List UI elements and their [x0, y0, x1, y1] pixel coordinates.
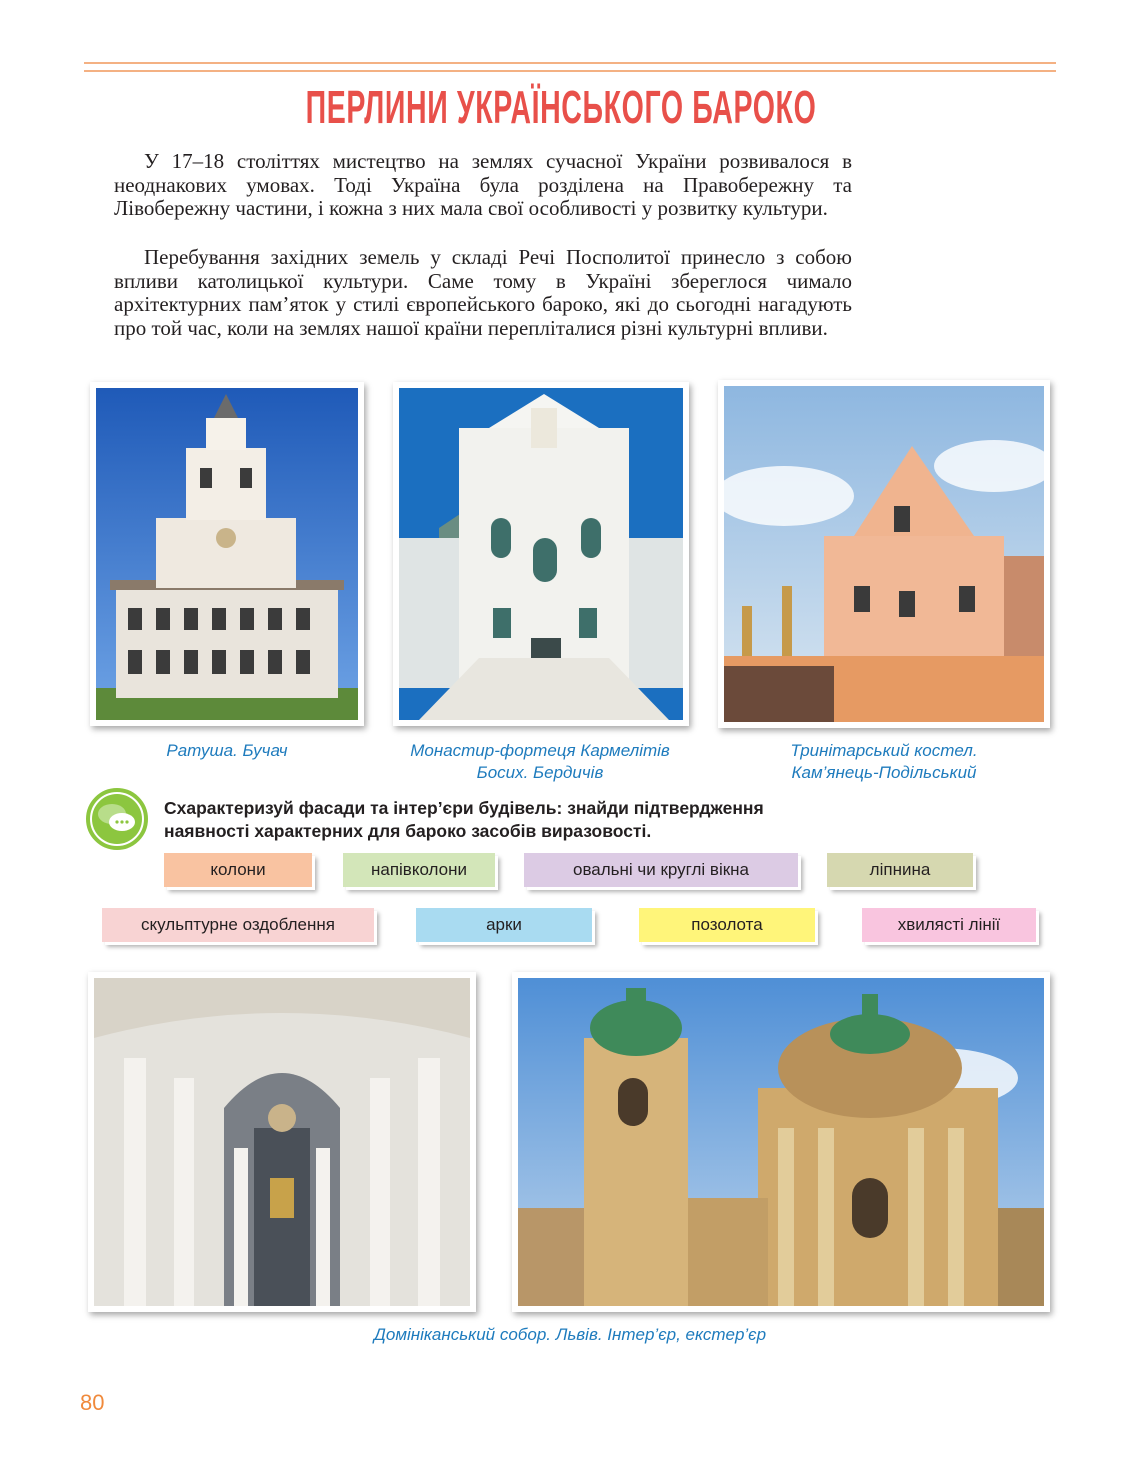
task-text-line1: Схарактеризуй фасади та інтер’єри будівель: знайди підтвердження — [164, 798, 764, 818]
task-text-line2: наявності характерних для бароко засобів виразовості. — [164, 821, 652, 841]
photo-buchach-town-hall — [90, 382, 364, 726]
tag-arches: арки — [416, 908, 592, 942]
header-rule-bottom — [84, 70, 1056, 72]
photo-lviv-cathedral-interior — [88, 972, 476, 1312]
task-text — [164, 797, 864, 843]
tag-sculptural-decoration: скульптурне оздоблення — [102, 908, 374, 942]
intro-paragraph-2: Перебування західних земель у складі Речі Посполитої принесло з собою впливи католицької культури. Саме тому в Україні збереглося чимало архітектурних пам’яток у стилі європейського бароко, які до сьогодні нагадують про той час, коли на землях нашої країни перепліталися різні культурні впливи. — [114, 245, 852, 340]
caption-kamianets-line1: Тринітарський костел. — [790, 741, 978, 760]
tag-columns: колони — [164, 853, 312, 887]
photo-lviv-cathedral-exterior — [512, 972, 1050, 1312]
intro-paragraph-1: У 17–18 століттях мистецтво на землях сучасної України розвивалося в неоднакових умовах. Тоді Україна була розділена на Правобережну та Лівобережну частини, і кожна з них мала свої особливості у розвитку культури. — [114, 149, 852, 220]
tag-gilding: позолота — [639, 908, 815, 942]
photo-kamianets-trinitarian-church — [718, 380, 1050, 728]
tag-stucco: ліпнина — [827, 853, 973, 887]
caption-buchach: Ратуша. Бучач — [166, 741, 288, 760]
header-rule-top — [84, 62, 1056, 64]
caption-lviv: Домініканський собор. Львів. Інтер’єр, екстер’єр — [373, 1325, 767, 1344]
tag-wavy-lines: хвилясті лінії — [862, 908, 1036, 942]
page-title: ПЕРЛИНИ УКРАЇНСЬКОГО БАРОКО — [305, 81, 817, 133]
tag-oval-round-windows: овальні чи круглі вікна — [524, 853, 798, 887]
page-number: 80 — [80, 1390, 105, 1415]
tag-half-columns: напівколони — [343, 853, 495, 887]
speech-bubbles-icon — [86, 788, 148, 850]
photo-berdychiv-monastery — [393, 382, 689, 726]
caption-kamianets-line2: Кам’янець-Подільський — [791, 763, 977, 782]
caption-berdychiv-line2: Босих. Бердичів — [476, 763, 604, 782]
caption-berdychiv-line1: Монастир-фортеця Кармелітів — [410, 741, 670, 760]
